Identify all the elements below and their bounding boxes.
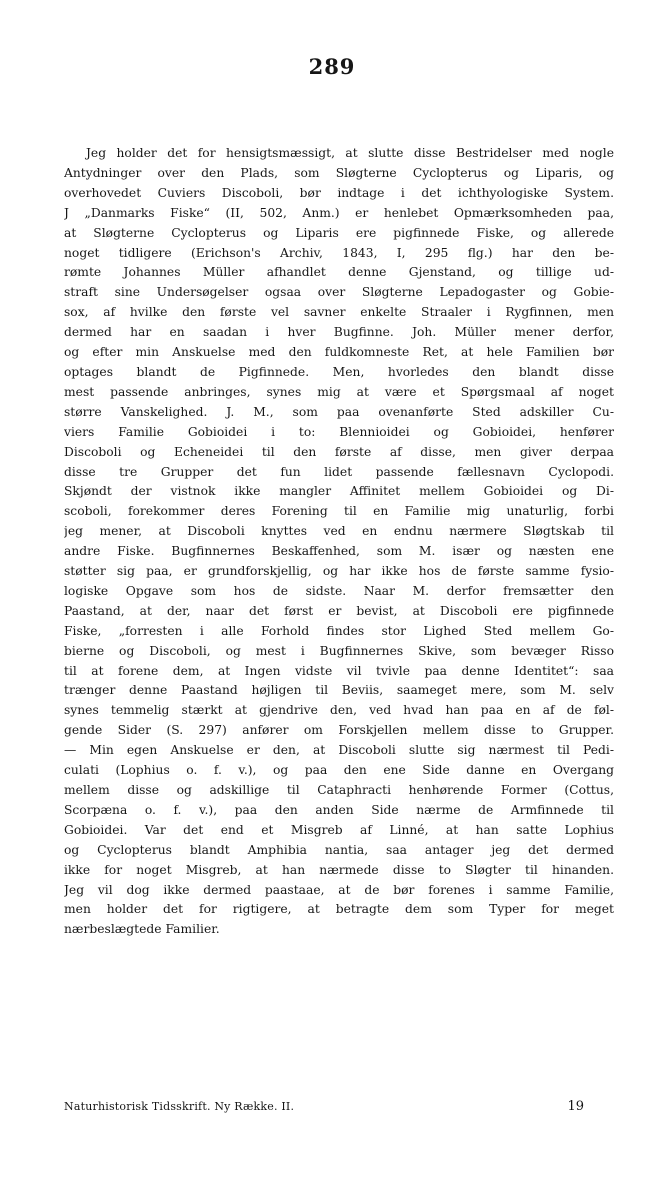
text-line: viers Familie Gobioidei i to: Blennioidei og Gobioidei, henfører	[64, 424, 614, 439]
text-line: at Sløgterne Cyclopterus og Liparis ere pigfinnede Fiske, og allerede	[64, 225, 614, 240]
text-line: sox, af hvilke den første vel savner enkelte Straaler i Rygfinnen, men	[64, 305, 614, 320]
text-line: — Min egen Anskuelse er den, at Discoboli slutte sig nærmest til Pedi-	[64, 743, 614, 758]
text-line: Discoboli og Echeneidei til den første af disse, men giver derpaa	[64, 444, 614, 459]
text-line: ikke for noget Misgreb, at han nærmede disse to Sløgter til hinanden.	[64, 862, 614, 877]
text-line: culati (Lophius o. f. v.), og paa den ene Side danne en Overgang	[64, 763, 614, 778]
text-line: bierne og Discoboli, og mest i Bugfinnernes Skive, som bevæger Risso	[64, 643, 614, 658]
text-line: rømte Johannes Müller afhandlet denne Gjenstand, og tillige ud-	[64, 265, 614, 280]
text-line: straft sine Undersøgelser ogsaa over Sløgterne Lepadogaster og Gobie-	[64, 285, 614, 300]
text-line: mest passende anbringes, synes mig at være et Spørgsmaal af noget	[64, 384, 614, 399]
text-line: og efter min Anskuelse med den fuldkomneste Ret, at hele Familien bør	[64, 345, 614, 360]
page-number: 289	[308, 54, 356, 79]
text-line: logiske Opgave som hos de sidste. Naar M. derfor fremsætter den	[64, 583, 614, 598]
text-line: dermed har en saadan i hver Bugfinne. Joh. Müller mener derfor,	[64, 325, 614, 340]
text-line: optages blandt de Pigfinnede. Men, hvorledes den blandt disse	[64, 364, 614, 379]
text-line: overhovedet Cuviers Discoboli, bør indtage i det ichthyologiske System.	[64, 185, 614, 200]
text-line: Skjøndt der vistnok ikke mangler Affinitet mellem Gobioidei og Di-	[64, 484, 614, 499]
text-line: Jeg vil dog ikke dermed paastaae, at de bør forenes i samme Familie,	[64, 882, 614, 897]
body-paragraph	[64, 144, 614, 940]
text-line: støtter sig paa, er grundforskjellig, og har ikke hos de første samme fysio-	[64, 564, 614, 579]
text-line: trænger denne Paastand højligen til Beviis, saameget mere, som M. selv	[64, 683, 614, 698]
text-line: noget tidligere (Erichson's Archiv, 1843, I, 295 flg.) har den be-	[64, 245, 614, 260]
text-line: J „Danmarks Fiske“ (II, 502, Anm.) er henlebet Opmærksomheden paa,	[64, 205, 614, 220]
page-footer	[64, 1099, 614, 1114]
text-line: andre Fiske. Bugfinnernes Beskaffenhed, som M. især og næsten ene	[64, 544, 614, 559]
text-line: men holder det for rigtigere, at betragte dem som Typer for meget	[64, 902, 614, 917]
text-line: Fiske, „forresten i alle Forhold findes stor Lighed Sted mellem Go-	[64, 623, 614, 638]
text-line: jeg mener, at Discoboli knyttes ved en endnu nærmere Sløgtskab til	[64, 524, 614, 539]
text-line: disse tre Grupper det fun lidet passende fællesnavn Cyclopodi.	[64, 464, 614, 479]
sheet-signature: 19	[567, 1099, 584, 1114]
text-line: synes temmelig stærkt at gjendrive den, ved hvad han paa en af de føl-	[64, 703, 614, 718]
text-line: Jeg holder det for hensigtsmæssigt, at slutte disse Bestridelser med nogle	[86, 146, 614, 160]
text-line: mellem disse og adskillige til Cataphracti henhørende Former (Cottus,	[64, 783, 614, 797]
text-line: nærbeslægtede Familier.	[64, 922, 220, 937]
text-line: til at forene dem, at Ingen vidste vil tvivle paa denne Identitet“: saa	[64, 663, 614, 678]
text-line: scoboli, forekommer deres Forening til en Familie mig unaturlig, forbi	[64, 504, 614, 519]
text-line: Gobioidei. Var det end et Misgreb af Linné, at han satte Lophius	[64, 822, 614, 837]
text-line: Paastand, at der, naar det først er bevist, at Discoboli ere pigfinnede	[64, 603, 614, 618]
text-line: gende Sider (S. 297) anfører om Forskjellen mellem disse to Grupper.	[64, 723, 614, 738]
text-line: Antydninger over den Plads, som Sløgterne Cyclopterus og Liparis, og	[64, 165, 614, 180]
text-line: større Vanskelighed. J. M., som paa ovenanførte Sted adskiller Cu-	[64, 404, 614, 419]
text-line: og Cyclopterus blandt Amphibia nantia, saa antager jeg det dermed	[64, 842, 614, 857]
text-line: Scorpæna o. f. v.), paa den anden Side nærme de Armfinnede til	[64, 802, 614, 817]
running-title: Naturhistorisk Tidsskrift. Ny Række. II.	[64, 1100, 295, 1113]
